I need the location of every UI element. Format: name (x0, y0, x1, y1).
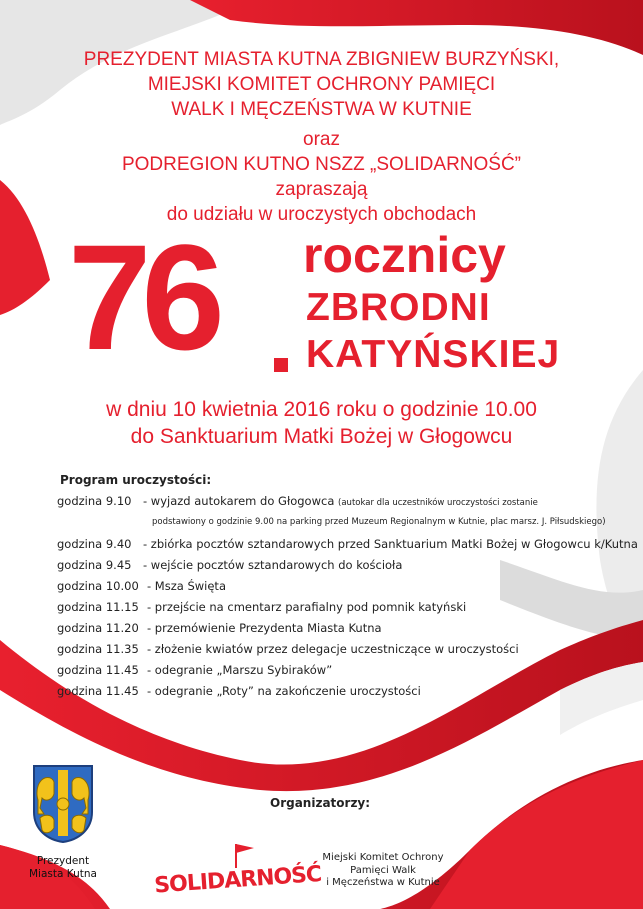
program-item (57, 642, 519, 656)
committee-caption-line-1: Miejski Komitet Ochrony (322, 852, 444, 863)
program-time: godzina 11.35 (57, 642, 139, 656)
program-time: godzina 11.15 (57, 600, 139, 614)
program-text: - zbiórka pocztów sztandarowych przed Sanktuarium Matki Bożej w Głogowcu k/Kutna (143, 537, 638, 551)
program-text: - Msza Święta (147, 579, 226, 593)
program-text: - przejście na cmentarz parafialny pod pomnik katyński (147, 600, 467, 614)
program-time: godzina 11.45 (57, 684, 139, 698)
header-line-5: PODREGION KUTNO NSZZ „SOLIDARNOŚĆ” (121, 154, 522, 175)
program-item (57, 663, 332, 677)
program-time: godzina 11.45 (57, 663, 139, 677)
program-text: - złożenie kwiatów przez delegacje uczestniczące w uroczystości (147, 642, 519, 656)
header-line-6: zapraszają (275, 179, 368, 200)
mayor-caption (18, 855, 108, 881)
solidarnosc-logo (150, 838, 322, 899)
committee-caption (318, 852, 448, 890)
program-text: - odegranie „Marszu Sybiraków” (147, 663, 333, 677)
title-word-3: KATYŃSKIEJ (306, 333, 561, 376)
program-note: (autokar dla uczestników uroczystości zostanie (338, 498, 538, 508)
anniversary-number: 76 (68, 213, 215, 381)
program-time: godzina 9.40 (57, 537, 132, 551)
program-item (57, 579, 226, 593)
program-heading: Program uroczystości: (60, 473, 212, 487)
program-text: - odegranie „Roty” na zakończenie uroczystości (147, 684, 421, 698)
header-line-2: MIEJSKI KOMITET OCHRONY PAMIĘCI (147, 74, 496, 95)
program-item (57, 558, 402, 572)
organizers-heading: Organizatorzy: (270, 796, 371, 810)
header-line-3: WALK I MĘCZEŃSTWA W KUTNIE (171, 99, 472, 120)
mayor-caption-line-1: Prezydent (36, 855, 90, 867)
program-text: - wyjazd autokarem do Głogowca (143, 494, 335, 508)
program-item (57, 600, 466, 614)
title-word-1: rocznicy (303, 227, 506, 283)
place-line: do Sanktuarium Matki Bożej w Głogowcu (130, 425, 513, 448)
program-text: - wejście pocztów sztandarowych do kościoła (143, 558, 403, 572)
title-word-2: ZBRODNI (306, 286, 491, 329)
program-time: godzina 11.20 (57, 621, 139, 635)
program-time: godzina 10.00 (57, 579, 139, 593)
header-line-4: oraz (303, 129, 340, 150)
program-item (57, 621, 382, 635)
program-time: godzina 9.45 (57, 558, 132, 572)
header-line-7: do udziału w uroczystych obchodach (166, 204, 477, 225)
date-line: w dniu 10 kwietnia 2016 roku o godzinie 10.00 (106, 398, 537, 421)
header-line-1: PREZYDENT MIASTA KUTNA ZBIGNIEW BURZYŃSKI, (83, 49, 560, 70)
kutno-coat-of-arms-icon (32, 764, 94, 844)
committee-caption-line-2: Pamięci Walk (350, 864, 416, 876)
program-text: - przemówienie Prezydenta Miasta Kutna (147, 621, 382, 635)
number-dot (274, 358, 288, 372)
program-time: godzina 9.10 (57, 494, 132, 508)
program-item (57, 537, 638, 551)
program-item (57, 684, 421, 698)
committee-caption-line-3: i Męczeństwa w Kutnie (326, 877, 440, 888)
mayor-caption-line-2: Miasta Kutna (29, 868, 97, 880)
program-item (57, 494, 538, 508)
program-note-continued: podstawiony o godzinie 9.00 na parking przed Muzeum Regionalnym w Kutnie, plac marsz. J. Piłsudskiego) (152, 517, 606, 527)
solidarnosc-logo-text: SOLIDARNOŚĆ (153, 861, 322, 899)
